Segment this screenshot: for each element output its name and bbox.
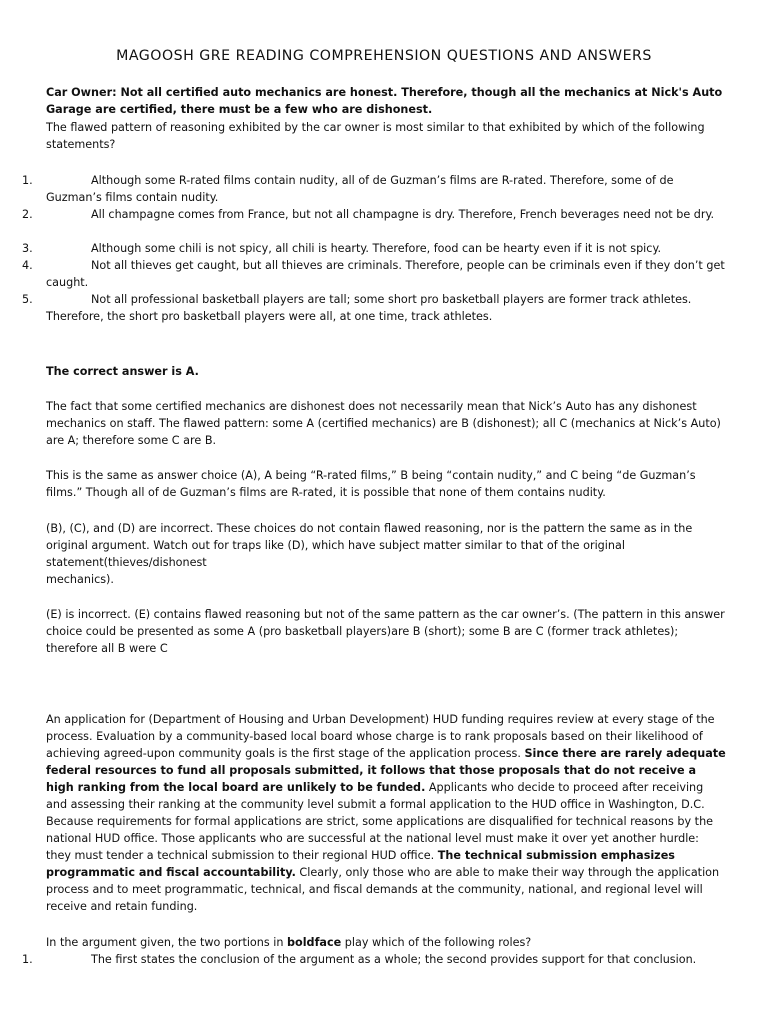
- question-1-prompt: The flawed pattern of reasoning exhibited by the car owner is most similar to that exhibited by which of the following statements?: [46, 121, 705, 151]
- option-number: 2.: [22, 208, 33, 221]
- explanation-paragraph: (B), (C), and (D) are incorrect. These choices do not contain flawed reasoning, nor is the pattern the same as in the original argument. Watch out for traps like (D), which have subject matter similar to that of the original statement(thieves/dishonest: [46, 522, 693, 569]
- option-2: [0, 206, 726, 223]
- option-text: Not all thieves get caught, but all thieves are criminals. Therefore, people can be criminals even if they don’t get caught.: [46, 259, 725, 289]
- option-4: [0, 257, 726, 291]
- page-title: MAGOOSH GRE READING COMPREHENSION QUESTIONS AND ANSWERS: [116, 48, 652, 64]
- question-1-stem: Car Owner: Not all certified auto mechanics are honest. Therefore, though all the mechanics at Nick's Auto Garage are certified, there must be a few who are dishonest.: [46, 86, 723, 116]
- passage-text: Applicants who decide to proceed after receiving and assessing their ranking at the community level submit a formal application to the HUD office in Washington, D.C. Because requirements for formal applications are strict, some applications are disqualified for technical reasons by the national HUD office. Those applicants who are successful at the national level must make it over yet another hurdle: they must tender a technical submission to their regional HUD office.: [46, 781, 714, 862]
- option-text: Not all professional basketball players are tall; some short pro basketball players are former track athletes. Therefore, the short pro basketball players were all, at one time, track athletes.: [46, 293, 692, 323]
- option-number: 3.: [22, 242, 33, 255]
- explanation-paragraph: The fact that some certified mechanics are dishonest does not necessarily mean that Nick’s Auto has any dishonest mechanics on staff. The flawed pattern: some A (certified mechanics) are B (dishonest); all C (mechanics at Nick’s Auto) are A; therefore some C are B.: [46, 400, 721, 447]
- question-2-prompt: [46, 934, 726, 951]
- option-text: Although some chili is not spicy, all chili is hearty. Therefore, food can be hearty even if it is not spicy.: [91, 242, 662, 255]
- option-number: 5.: [22, 293, 33, 306]
- option-number: 1.: [22, 174, 33, 187]
- question-text: play which of the following roles?: [344, 936, 532, 949]
- option-1: [0, 172, 726, 206]
- question-bold-word: boldface: [287, 936, 342, 949]
- boldface-portion-1: Since there are rarely adequate federal resources to fund all proposals submitted, it follows that those proposals that do not receive a high ranking from the local board are unlikely to be funded.: [46, 747, 726, 794]
- option-1: [0, 951, 726, 968]
- option-number: 1.: [22, 953, 33, 966]
- correct-answer: The correct answer is A.: [46, 365, 199, 378]
- explanation-paragraph: This is the same as answer choice (A), A being “R-rated films,” B being “contain nudity,” and C being “de Guzman’s films.” Though all of de Guzman’s films are R-rated, it is possible that none of them contains nudity.: [46, 469, 696, 499]
- option-text: Although some R-rated films contain nudity, all of de Guzman’s films are R-rated. Therefore, some of de Guzman’s films contain nudity.: [46, 174, 674, 204]
- option-text: The first states the conclusion of the argument as a whole; the second provides support for that conclusion.: [91, 953, 697, 966]
- boldface-portion-2: The technical submission emphasizes programmatic and fiscal accountability.: [46, 849, 675, 879]
- passage-text: Clearly, only those who are able to make their way through the application process and to meet programmatic, technical, and fiscal demands at the community, national, and regional level will receive and retain funding.: [46, 866, 720, 913]
- passage-paragraph: [46, 711, 726, 915]
- option-3: [0, 240, 726, 257]
- question-text: In the argument given, the two portions in: [46, 936, 284, 949]
- option-text: All champagne comes from France, but not all champagne is dry. Therefore, French beverages need not be dry.: [91, 208, 715, 221]
- passage-text: An application for (Department of Housing and Urban Development) HUD funding requires review at every stage of the process. Evaluation by a community-based local board whose charge is to rank proposals based on their likelihood of achieving agreed-upon community goals is the first stage of the application process.: [46, 713, 715, 760]
- explanation-paragraph: mechanics).: [46, 573, 114, 586]
- option-5: [0, 291, 726, 325]
- explanation-paragraph: (E) is incorrect. (E) contains flawed reasoning but not of the same pattern as the car owner’s. (The pattern in this answer choice could be presented as some A (pro basketball players)are B (short); some B are C (former track athletes); therefore all B were C: [46, 608, 725, 655]
- option-number: 4.: [22, 259, 33, 272]
